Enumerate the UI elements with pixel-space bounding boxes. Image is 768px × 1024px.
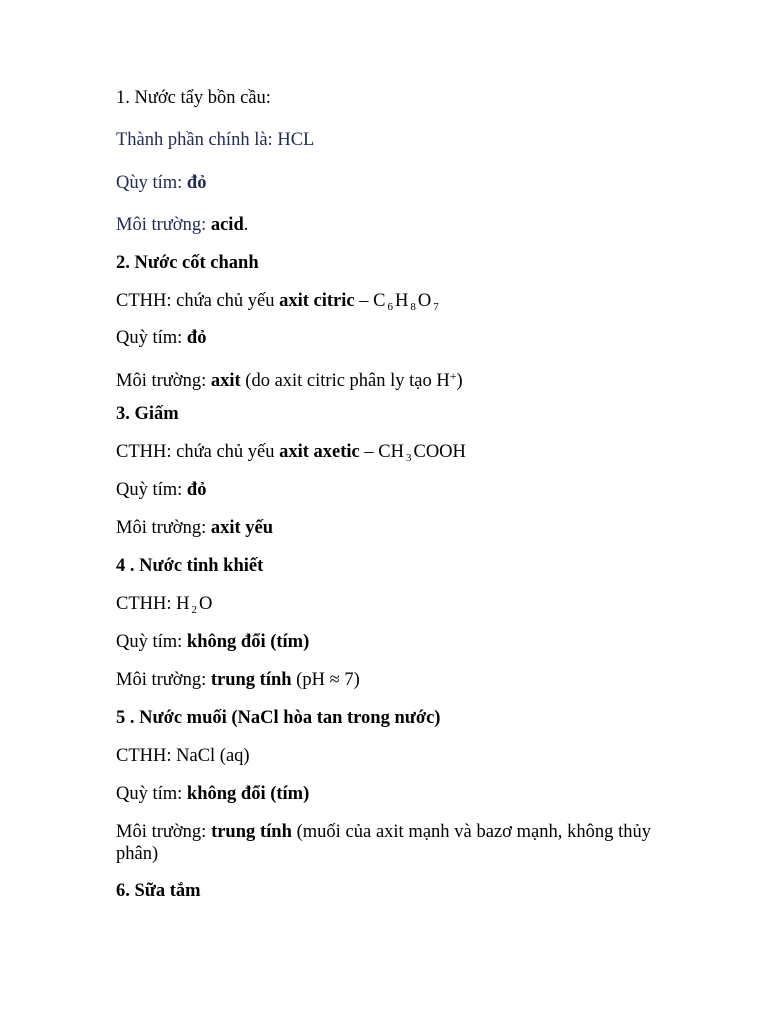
ion-charge: + xyxy=(449,369,457,383)
section-3-heading-text: 3. Giấm xyxy=(116,404,179,424)
section-6-heading xyxy=(116,880,651,902)
section-6-heading-text: 6. Sữa tắm xyxy=(116,881,201,901)
environment-note: (pH ≈ 7) xyxy=(291,670,360,690)
formula-ch: CH xyxy=(378,442,404,462)
section-3-formula xyxy=(116,441,651,469)
environment-tail: . xyxy=(243,215,249,235)
environment-label: Môi trường: xyxy=(116,670,211,690)
formula-label: CTHH: chứa chủ yếu xyxy=(116,442,280,462)
formula-name: axit citric xyxy=(279,291,355,311)
formula-label: CTHH: chứa chủ yếu xyxy=(116,291,280,311)
formula-c-subscript: 6 xyxy=(387,301,393,313)
formula-o: O xyxy=(417,291,432,311)
formula-text: CTHH: NaCl (aq) xyxy=(116,746,250,766)
formula-h: H xyxy=(176,594,190,614)
formula-o-subscript: 7 xyxy=(433,301,439,313)
litmus-value: không đổi (tím) xyxy=(186,632,310,652)
section-1-litmus xyxy=(116,172,651,194)
environment-close: ) xyxy=(456,371,463,391)
formula-h-subscript: 2 xyxy=(191,604,197,616)
litmus-value: đỏ xyxy=(186,480,207,500)
formula-dash: – xyxy=(359,442,379,462)
environment-value: acid xyxy=(210,215,244,235)
composition-value: HCL xyxy=(277,130,315,150)
litmus-value: không đổi (tím) xyxy=(186,784,310,804)
section-1-heading-text: 1. Nước tẩy bồn cầu: xyxy=(116,88,271,108)
section-1-composition xyxy=(116,129,651,151)
section-4-litmus xyxy=(116,631,651,653)
formula-c: C xyxy=(373,291,386,311)
environment-value: axit yếu xyxy=(210,518,274,538)
environment-label: Môi trường: xyxy=(116,215,211,235)
section-5-formula xyxy=(116,745,651,767)
section-4-formula xyxy=(116,593,651,621)
section-3-environment xyxy=(116,517,651,539)
environment-value: trung tính xyxy=(210,670,292,690)
litmus-label: Quỳ tím: xyxy=(116,784,187,804)
section-2-formula xyxy=(116,290,651,318)
section-4-heading-text: 4 . Nước tinh khiết xyxy=(116,556,264,576)
section-2-litmus xyxy=(116,327,651,349)
formula-label: CTHH: xyxy=(116,594,177,614)
section-5-heading xyxy=(116,707,651,729)
composition-label: Thành phần chính là: xyxy=(116,130,278,150)
formula-dash: – xyxy=(354,291,374,311)
section-1-environment xyxy=(116,214,651,236)
environment-value: axit xyxy=(210,371,241,391)
section-4-heading xyxy=(116,555,651,577)
environment-value: trung tính xyxy=(211,822,292,842)
litmus-label: Quỳ tím: xyxy=(116,328,187,348)
section-3-heading xyxy=(116,403,651,425)
formula-o: O xyxy=(199,594,213,614)
section-4-environment xyxy=(116,669,651,691)
litmus-value: đỏ xyxy=(186,173,207,193)
litmus-label: Quỳ tím: xyxy=(116,480,187,500)
formula-ch-subscript: 3 xyxy=(405,452,412,464)
litmus-value: đỏ xyxy=(186,328,207,348)
section-5-heading-text: 5 . Nước muối (NaCl hòa tan trong nước) xyxy=(116,708,441,728)
section-5-litmus xyxy=(116,783,651,805)
litmus-label: Quỳ tím: xyxy=(116,632,187,652)
formula-h-subscript: 8 xyxy=(410,301,416,313)
section-1-heading xyxy=(116,87,651,109)
formula-name: axit axetic xyxy=(279,442,360,462)
litmus-label: Qùy tím: xyxy=(116,173,187,193)
formula-h: H xyxy=(394,291,409,311)
environment-note: (do axit citric phân ly tạo H xyxy=(240,371,450,391)
section-2-environment xyxy=(116,365,651,392)
environment-note: (muối của axit mạnh và bazơ mạnh, không thủy phân) xyxy=(116,822,651,864)
environment-label: Môi trường: xyxy=(116,822,212,842)
section-5-environment xyxy=(116,821,651,865)
section-2-heading xyxy=(116,252,651,274)
environment-label: Môi trường: xyxy=(116,371,211,391)
environment-label: Môi trường: xyxy=(116,518,211,538)
section-3-litmus xyxy=(116,479,651,501)
section-2-heading-text: 2. Nước cốt chanh xyxy=(116,253,259,273)
formula-cooh: COOH xyxy=(413,442,466,462)
